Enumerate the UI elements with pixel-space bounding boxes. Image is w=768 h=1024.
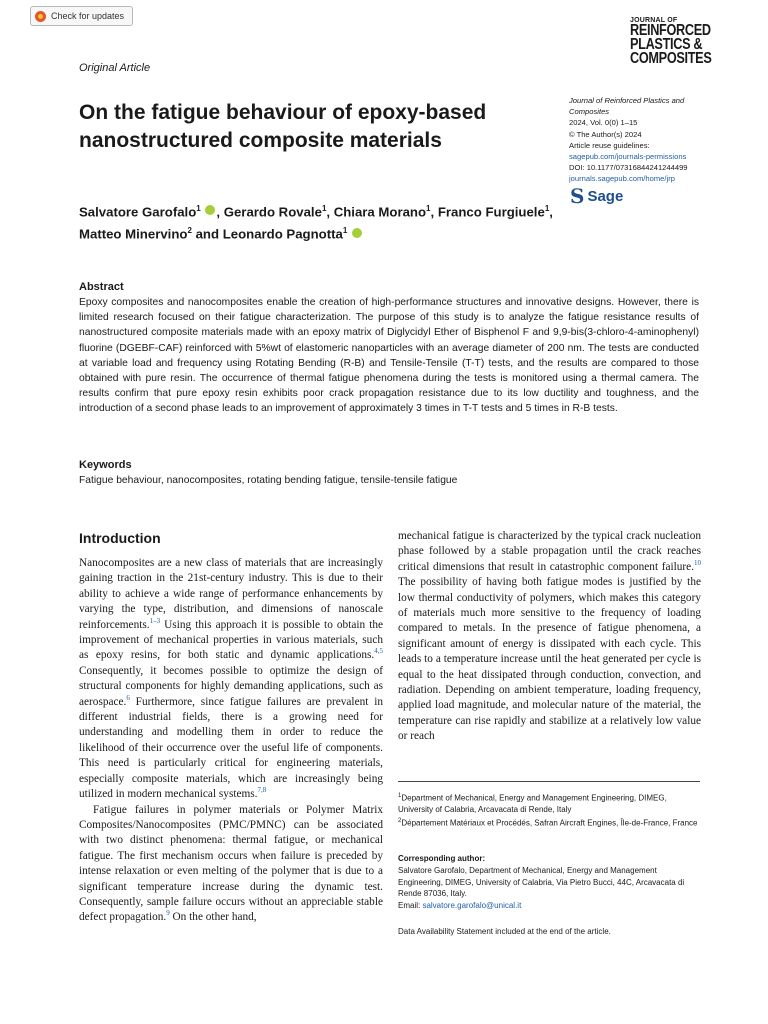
affiliation-1 <box>398 791 701 816</box>
paragraph-text: Using this approach it is possible to obtain the improvement of mechanical properties in various materials, such as epoxy resins, for both static and dynamic applications. <box>79 618 383 662</box>
paragraph <box>79 556 383 803</box>
corresponding-author-heading: Corresponding author: <box>398 854 486 863</box>
author-name[interactable]: Chiara Morano <box>333 204 427 220</box>
citation-link[interactable]: 10 <box>694 559 701 568</box>
sage-logo-text: Sage <box>587 187 624 205</box>
paragraph <box>398 529 701 745</box>
author-name[interactable]: Gerardo Rovale <box>223 204 322 220</box>
affiliation-marker: 1 <box>321 204 327 213</box>
author-name[interactable]: Leonardo Pagnotta <box>222 226 343 242</box>
affiliation-marker: 1 <box>544 204 550 213</box>
copyright: © The Author(s) 2024 <box>569 129 642 139</box>
reuse-link[interactable]: sagepub.com/journals-permissions <box>569 152 687 162</box>
paragraph-text: Consequently, it becomes possible to optimize the design of structural components for highly demanding applications, such as aerospace. <box>79 664 383 708</box>
paragraph-text: On the other hand, <box>169 911 257 924</box>
abstract-heading: Abstract <box>79 281 124 293</box>
journal-home-link[interactable]: journals.sagepub.com/home/jrp <box>569 174 675 184</box>
volume-info: 2024, Vol. 0(0) 1–15 <box>569 118 638 128</box>
reuse-label: Article reuse guidelines: <box>569 140 650 150</box>
citation-link[interactable]: 7,8 <box>257 786 267 795</box>
author-list: Salvatore Garofalo$^1$ , Gerardo Rovale$^1$, Chiara Morano$^1$, Franco Furgiuele$^1$, Matteo Minervino$^2$ and Leonardo Pagnotta$^1$ <box>79 204 553 242</box>
affiliations <box>398 791 701 830</box>
check-for-updates-label: Check for updates <box>51 11 125 21</box>
author-name[interactable]: Matteo Minervino <box>79 226 188 242</box>
affiliation-marker: 1 <box>342 226 348 236</box>
paragraph-text: Furthermore, since fatigue failures are prevalent in different industrial fields, there is a growing need for understanding and modelling them in order to reduce the likelihood of their occurrence over the useful life of components. This need is particularly critical for engineering materials, especially composite materials, which are increasingly being utilized in modern mechanical systems. <box>79 695 383 801</box>
journal-name-line1: Journal of Reinforced Plastics and <box>569 96 685 105</box>
article-type: Original Article <box>79 62 151 74</box>
citation-link[interactable]: 4,5 <box>374 647 383 656</box>
sage-logo <box>570 186 623 206</box>
sage-s-icon: S <box>570 184 585 208</box>
paragraph-text: Fatigue failures in polymer materials or Polymer Matrix Composites/Nanocomposites (PMC/PMNC) can be associated with two distinct phenomena: thermal fatigue, or mechanical fatigue. The first mechanism occurs when failure is preceded by intense relaxation or even melting of the polymer that is due to a significant temperature increase during the dynamic test. Consequently, sample failure occurs without an appreciable stable defect propagation. <box>79 803 383 924</box>
affiliation-text: Département Matériaux et Procédés, Safran Aircraft Engines, Île-de-France, France <box>401 818 698 828</box>
orcid-icon[interactable] <box>352 228 362 238</box>
journal-logo-line1: JOURNAL OF <box>630 17 678 24</box>
affiliation-number: 2 <box>398 818 402 825</box>
corresponding-author-address: Salvatore Garofalo, Department of Mechanical, Energy and Management Engineering, DIMEG, University of Calabria, Via Pietro Bucci, 44C, Arcavacata di Rende 87036, Italy. <box>398 865 685 899</box>
paragraph-text: mechanical fatigue is characterized by the typical crack nucleation phase followed by a stable propagation until the crack reaches critical dimensions that result in catastrophic component failure. <box>398 530 701 573</box>
corresponding-author <box>398 853 701 912</box>
article-meta <box>569 95 759 185</box>
citation-link[interactable]: 9 <box>166 909 170 918</box>
and-word: and <box>195 226 220 242</box>
footnote-divider <box>398 781 700 782</box>
citation-link[interactable]: 6 <box>126 693 130 702</box>
check-for-updates-badge[interactable] <box>30 6 133 26</box>
email-label: Email: <box>398 901 423 911</box>
affiliation-marker: 1 <box>426 204 431 213</box>
affiliation-marker: 1 <box>196 204 201 213</box>
paragraph-text: Nanocomposites are a new class of materials that are increasingly gaining traction in the 21st-century industry. This is due to their ability to achieve a wide range of performance enhancements by varying the type, distribution, and dimensions of nanoscale reinforcements. <box>79 557 383 631</box>
author-name[interactable]: Salvatore Garofalo <box>79 204 197 220</box>
introduction-heading: Introduction <box>79 530 161 546</box>
doi[interactable]: DOI: 10.1177/07316844241244499 <box>569 163 688 173</box>
article-title: On the fatigue behaviour of epoxy-based nanostructured composite materials <box>79 101 487 152</box>
journal-name-line2: Composites <box>569 107 610 117</box>
citation-link[interactable]: 1–3 <box>149 616 161 625</box>
paragraph <box>79 803 383 926</box>
body-column-right <box>398 529 701 745</box>
data-availability-statement: Data Availability Statement included at the end of the article. <box>398 927 611 936</box>
author-name[interactable]: Franco Furgiuele <box>437 204 545 220</box>
journal-logo-line4: COMPOSITES <box>630 50 712 67</box>
orcid-icon[interactable] <box>205 205 215 215</box>
crossmark-icon <box>35 11 46 22</box>
email-line <box>398 900 701 912</box>
email-link[interactable]: salvatore.garofalo@unical.it <box>422 901 522 911</box>
affiliation-marker: 2 <box>187 226 192 236</box>
journal-logo <box>630 17 729 66</box>
affiliation-number: 1 <box>398 793 402 799</box>
affiliation-text: Department of Mechanical, Energy and Management Engineering, DIMEG, University of Calabria, Arcavacata di Rende, Italy <box>398 793 667 815</box>
affiliation-2 <box>398 816 701 829</box>
journal-logo-line2: REINFORCED <box>630 22 711 39</box>
journal-logo-line3: PLASTICS & <box>630 36 703 53</box>
body-column-left <box>79 556 383 926</box>
keywords-heading: Keywords <box>79 459 132 471</box>
paragraph-text: The possibility of having both fatigue modes is justified by the low thermal conductivity of polymers, which makes this category of materials much more sensitive to the frequency of loading compared to metals. In the presence of fatigue phenomena, a significant amount of energy is dissipated with each cycle. This leads to a temperature increase until the heat generated per cycle is equal to the heat dissipated through conduction, convection, and radiation. Depending on ambient temperature, loading frequency, applied load magnitude, and molecular nature of the material, the temperature can rise rapidly and stabilize at a relatively low value or reach <box>398 576 701 743</box>
abstract-text: Epoxy composites and nanocomposites enable the creation of high-performance structures and innovative designs. However, there is limited research focused on their fatigue characterization. The purpose of this study is to analyze the fatigue resistance results of nanostructured composite materials made with an epoxy matrix of Diglycidyl Ether of Bisphenol F and 9,9-bis(3-chloro-4-aminophenyl) fluorine (DGEBF-CAF) reinforced with 5%wt of elastomeric nanoparticles with an average diameter of 200 nm. The tests are conducted at variable load and frequency using Rotating Bending (R-B) and Tensile-Tensile (T-T) tests, and the results are compared to those obtained with pure resin. The occurrence of thermal fatigue phenomena during the tests is monitored using a thermal camera. The results confirm that pure epoxy resin exhibits poor crack propagation resistance due to its low ductility and toughness, and the introduction of a second phase leads to an improvement of approximately 3 times in T-T tests and 5 times in R-B tests. <box>79 297 699 415</box>
keywords-text: Fatigue behaviour, nanocomposites, rotating bending fatigue, tensile-tensile fatigue <box>79 475 458 486</box>
